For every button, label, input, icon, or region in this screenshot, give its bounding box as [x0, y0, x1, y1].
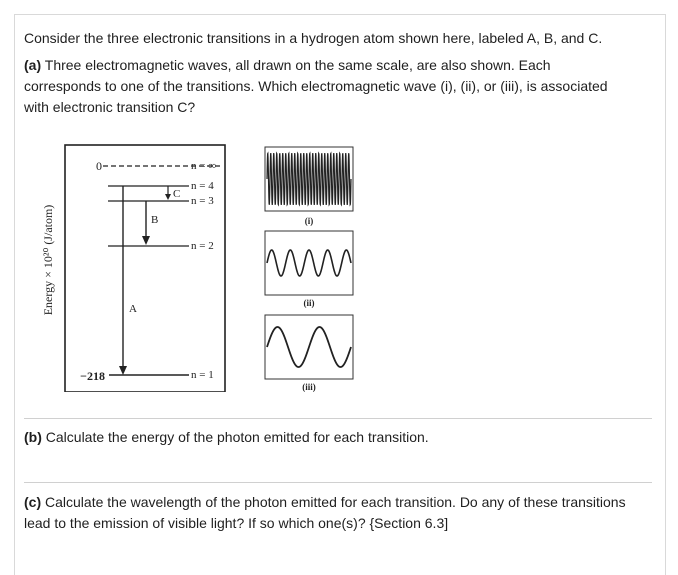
transition-c-arrowhead — [165, 194, 171, 200]
wave-iii-curve — [267, 327, 351, 367]
wave-ii-frame — [265, 231, 353, 295]
wave-i-curve — [267, 153, 351, 205]
level-label-n1: n = 1 — [191, 369, 214, 381]
tick-label-minus-218: −218 — [80, 369, 105, 383]
part-b-text — [24, 428, 429, 447]
part-b-body: Calculate the energy of the photon emitted for each transition. — [41, 429, 429, 445]
transition-c-label: C — [173, 188, 181, 200]
energy-diagram-svg — [25, 132, 365, 392]
part-a-body: Three electromagnetic waves, all drawn on the same scale, are also shown. Each corresponds to one of the transitions. Which electromagnetic wave (i), (ii), or (iii), is associated with electronic transition C? — [24, 57, 608, 115]
transition-a-label: A — [129, 303, 137, 315]
transition-b-label: B — [151, 214, 159, 226]
tick-label-zero: 0 — [96, 159, 102, 173]
energy-level-figure — [25, 132, 365, 392]
part-b-label: (b) — [24, 429, 42, 445]
part-c-text — [24, 492, 634, 534]
y-axis-label: Energy × 10²⁰ (J/atom) — [41, 204, 55, 316]
level-label-n4: n = 4 — [191, 180, 214, 192]
transition-b-arrowhead — [142, 236, 150, 245]
transition-a-arrowhead — [119, 366, 127, 375]
divider-2 — [24, 482, 652, 483]
level-label-n-infinity: n = ∞ — [191, 160, 217, 172]
part-a-label: (a) — [24, 57, 42, 73]
wave-ii-curve — [267, 250, 351, 276]
part-a-text — [24, 55, 624, 118]
wave-ii-label: (ii) — [303, 298, 315, 308]
level-label-n3: n = 3 — [191, 195, 214, 207]
wave-i-label: (i) — [304, 216, 314, 226]
part-c-body: Calculate the wavelength of the photon emitted for each transition. Do any of these transitions lead to the emission of visible light? If so which one(s)? {Section 6.3] — [24, 494, 626, 531]
divider-1 — [24, 418, 652, 419]
part-c-label: (c) — [24, 494, 42, 510]
wave-iii-label: (iii) — [302, 382, 316, 392]
question-intro: Consider the three electronic transitions in a hydrogen atom shown here, labeled A, B, and C. — [24, 30, 603, 46]
level-label-n2: n = 2 — [191, 240, 214, 252]
